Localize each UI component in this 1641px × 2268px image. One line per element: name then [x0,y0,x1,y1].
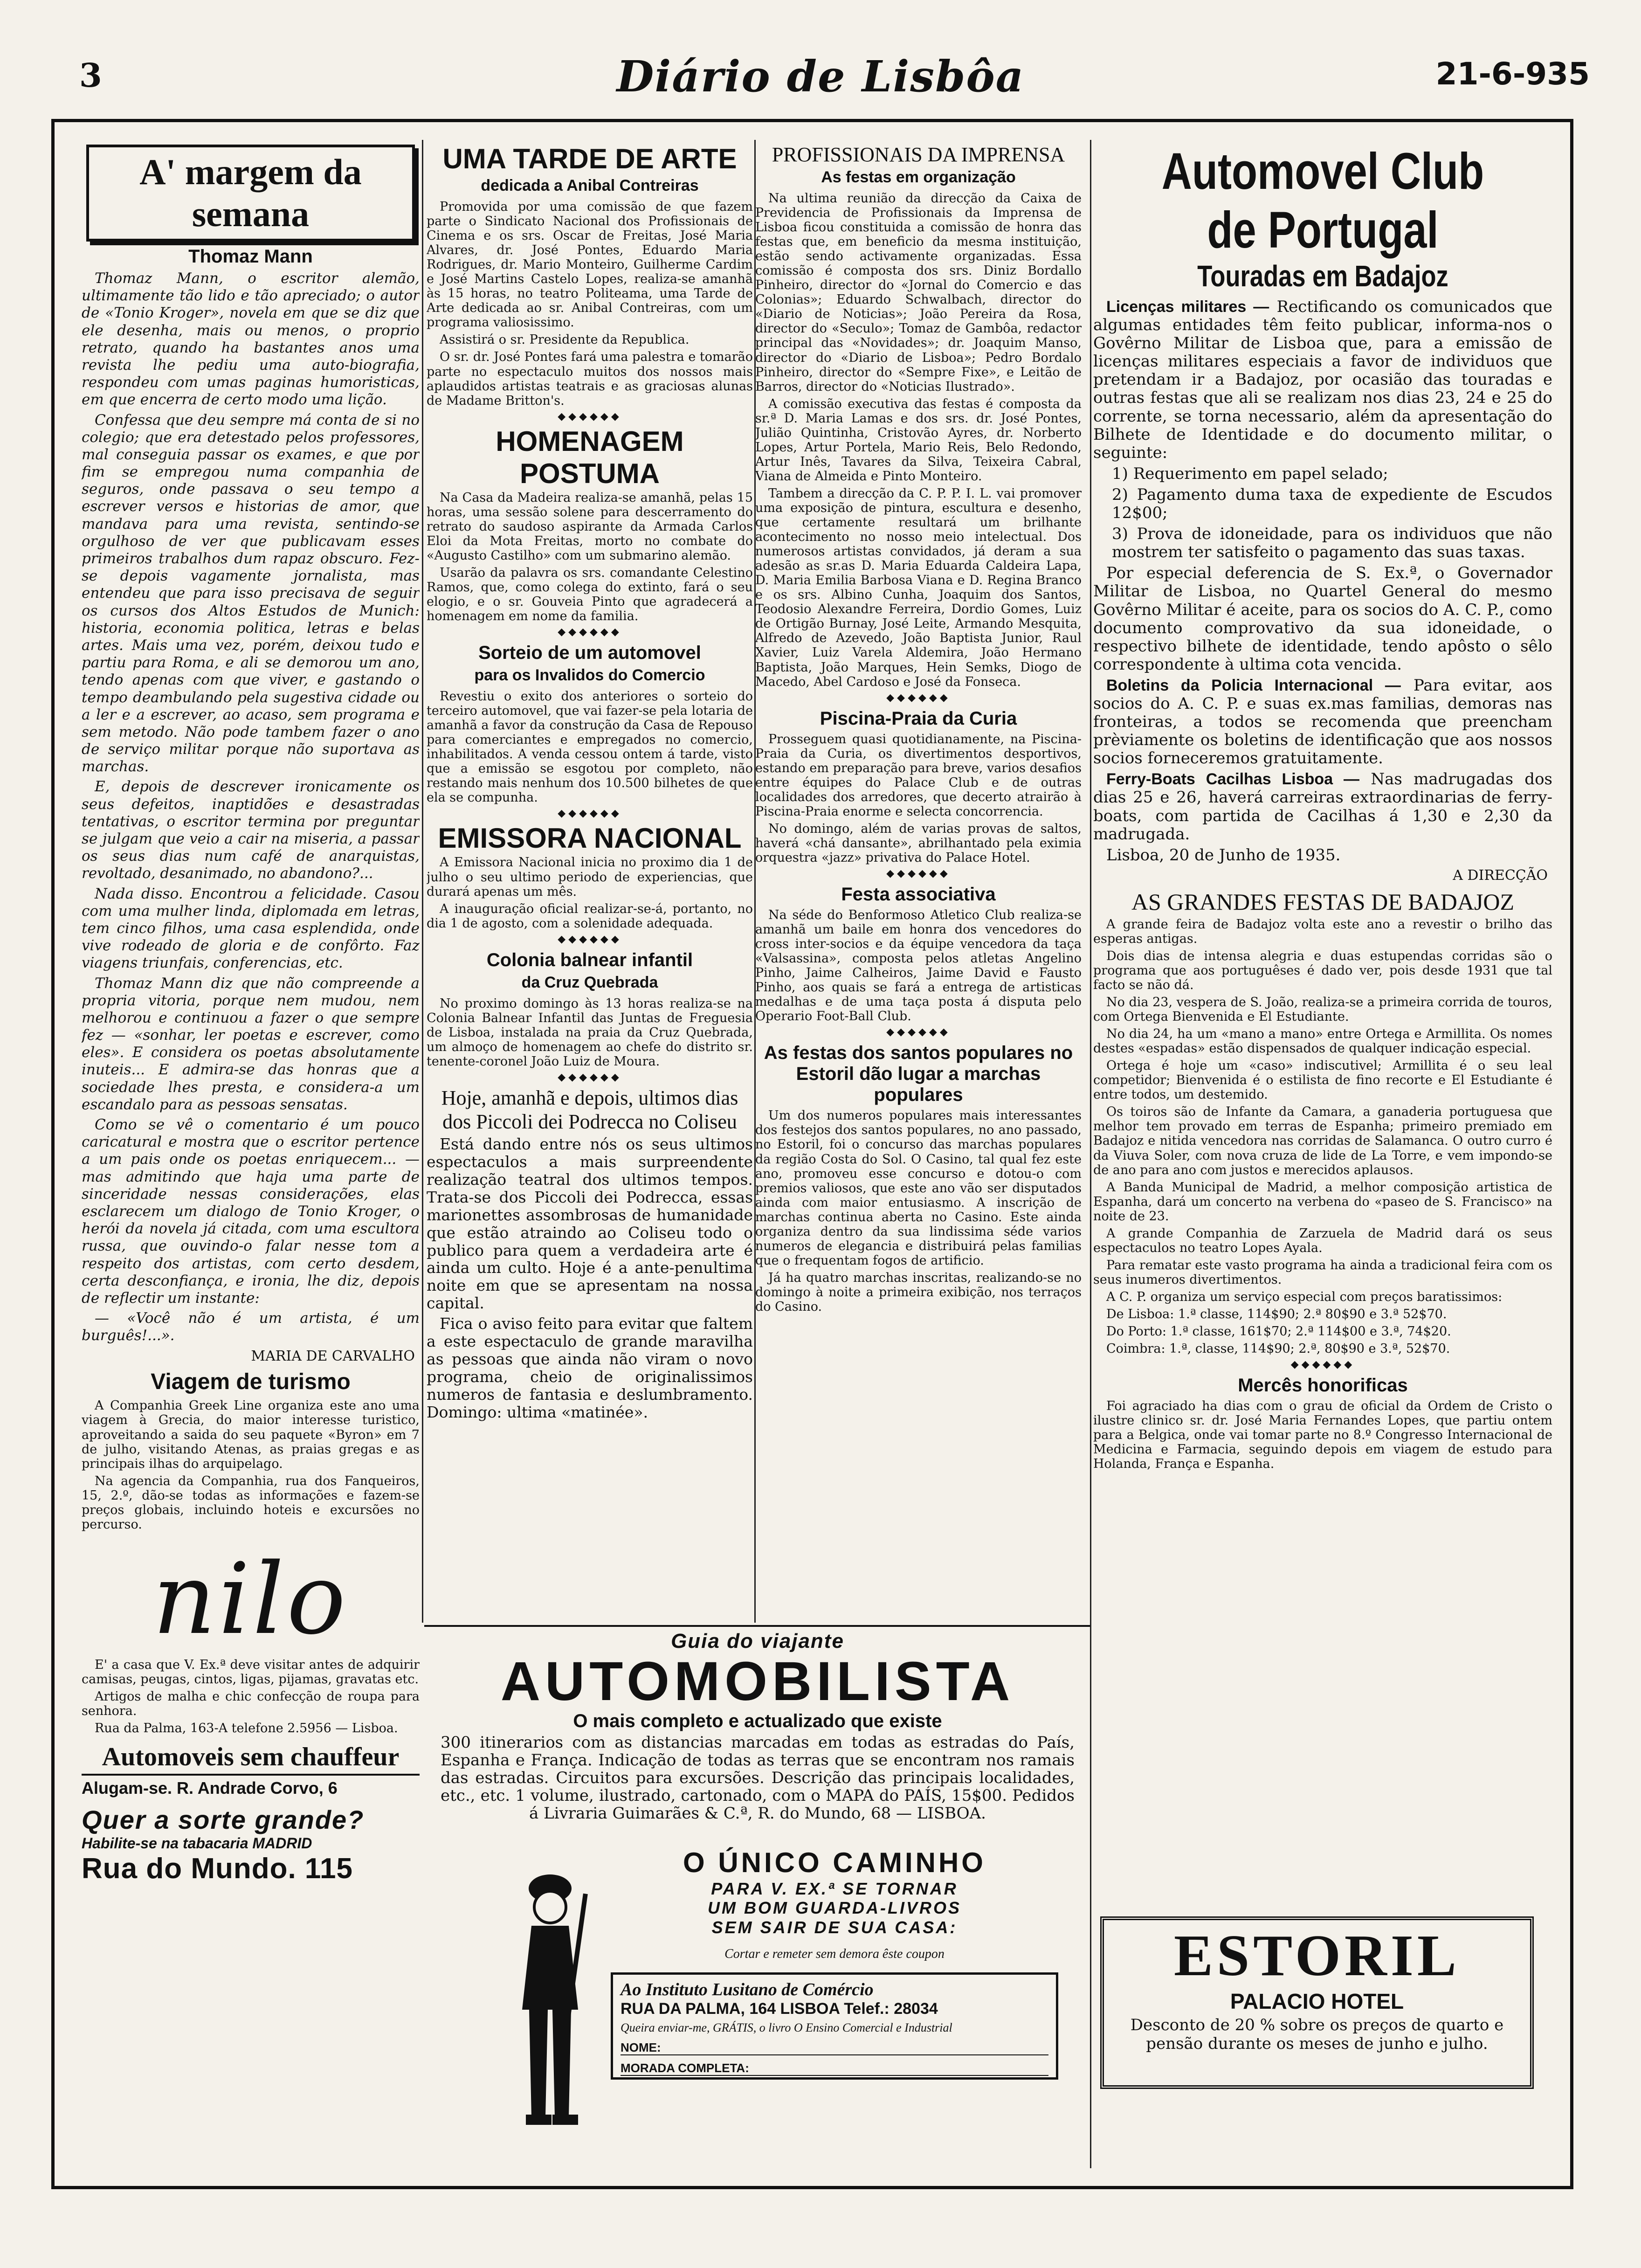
paragraph: A comissão executiva das festas é composta da sr.ª D. Maria Lamas e dos srs. dr. José Pontes, Julião Quintinha, Cristovão Ayres, dr. Norberto Lopes, Artur Portela, Mario Reis, Belo Redondo, Artur Inês, Tavares da Silva, Teixeira Cabral, Viana de Almeida e Pinto Monteiro. [755,396,1082,484]
paragraph: A grande feira de Badajoz volta este ano a revestir o brilho das esperas antigas. [1093,917,1552,946]
colonia-subtitle: da Cruz Quebrada [521,973,658,991]
ornament-divider: ◆◆◆◆◆◆ [558,808,622,820]
paragraph: Artigos de malha e chic confecção de roupa para senhora. [82,1689,420,1718]
automovel-club-title-1: Automovel Club [1161,143,1484,200]
guia-body: 300 itinerarios com as distancias marcadas em todas as estradas do País, Espanha e França. Indicação de todas as terras que se encontram nos ramais das estradas. Circuitos para excursões. Descrição das principais localidades, etc., etc. 1 volume, ilustrado, cartonado, com o MAPA do PAÍS, 15$00. Pedidos á Livraria Guimarães & C.ª, R. do Mundo, 68 — LISBOA. [441,1733,1075,1823]
subtitle-line: PARA V. EX.ª SE TORNAR [711,1879,958,1898]
issue-date: 21-6-935 [1435,56,1590,92]
requirements-list [1093,465,1552,561]
author-signature: MARIA DE CARVALHO [251,1348,415,1365]
price-line: De Lisboa: 1.ª classe, 114$90; 2.ª 80$90 e 3.ª 52$70. [1106,1307,1447,1321]
paragraph: Os toiros são de Infante da Camara, a ganaderia portuguesa que melhor tem provado em terras de Espanha; primeiro premiado em Badajoz e nitida vencedora nas corridas de Salamanca. O outro curro é da Viuva Soler, com nova cruza de lide de La Torre, e vem impondo-se de ano para ano com justos e merecidos aplausos. [1093,1105,1552,1177]
subtitle-line: SEM SAIR DE SUA CASA: [711,1917,958,1937]
paragraph: E' a casa que V. Ex.ª deve visitar antes de adquirir camisas, peugas, cintos, ligas, pijamas, gravatas etc. [82,1657,420,1687]
paragraph: Thomaz Mann diz que não compreende a propria vitoria, porque nem mudou, nem melhorou e continuou a fazer o que sempre fez — «sonhar, ler poetas e escrever, como eles». E considera os poetas absolutamente inuteis... E admira-se das honras que a sociedade lhes presta, e considera-a um escandalo para as pessoas sensatas. [82,975,420,1113]
sorte-ad-line3: Rua do Mundo. 115 [82,1853,353,1885]
paragraph: A grande Companhia de Zarzuela de Madrid dará os seus espectaculos no teatro Lopes Ayala. [1093,1226,1552,1255]
paragraph: — «Você não é um artista, é um burguês!...». [82,1310,420,1344]
coupon-addressee: Ao Instituto Lusitano de Comércio [621,1980,874,1999]
column-2 [427,140,753,1620]
paragraph: A Banda Municipal de Madrid, a melhor composição artistica de Espanha, dará um concerto na verbena do «paseo de S. Francisco» na noite de 23. [1093,1180,1552,1224]
column-1 [82,140,420,2182]
guia-line1: Guia do viajante [671,1630,844,1653]
sorte-ad-line2: Habilite-se na tabacaria MADRID [82,1835,312,1852]
paragraph: Fica o aviso feito para evitar que faltem a este espectaculo de grande maravilha as pessoas que ainda não viram o novo programa, cheio de originalissimos numeros de fantasia e deslumbramento. Domingo: ultima «matinée». [427,1314,753,1421]
coupon-name-field: NOME: [621,2040,1048,2055]
margem-heading: A' margem da semana [86,145,415,242]
notice-date: Lisboa, 20 de Junho de 1935. [1106,845,1341,864]
ornament-divider: ◆◆◆◆◆◆ [1290,1359,1355,1371]
soldier-illustration [503,1856,597,2145]
column-3 [755,140,1082,1620]
paragraph-text: Rectificando os comunicados que algumas entidades têm feito publicar, informa-nos o Govêrno Militar de Lisboa que, para a emissão de licenças militares especiais a favor de individuos que pretendam ir a Badajoz, por ocasião das touradas e outras festas que ali se realizam nos dias 23, 24 e 25 do corrente, se torna necessario, além da apresentação do Bilhete de Identidade e do documento militar, o seguinte: [1093,297,1552,462]
santos-title: As festas dos santos populares no Estoril dão lugar a marchas populares [764,1043,1073,1106]
lead-in: Licenças militares — [1106,298,1269,316]
thomaz-mann-article [82,270,420,1344]
paragraph-text: Para evitar, aos socios do A. C. P. e suas ex.mas familias, demoras nas fronteiras, a todos se recomenda que preencham prèviamente os boletins de identificação que aos nossos socios forneceremos gratuitamente. [1093,676,1552,768]
automoveis-ad-text: Alugam-se. R. Andrade Corvo, 6 [82,1778,338,1798]
paragraph: Assistirá o sr. Presidente da Republica. [440,332,689,347]
paragraph: A C. P. organiza um serviço especial com preços baratissimos: [1106,1289,1503,1304]
ornament-divider: ◆◆◆◆◆◆ [886,868,951,880]
unico-caminho-title: O ÚNICO CAMINHO [683,1847,986,1878]
paragraph: Thomaz Mann, o escritor alemão, ultimamente tão lido e tão apreciado; o autor de «Tonio Kroger», novela em que se diz que ele desenha, mais ou menos, o proprio retrato, quando ha bastantes anos uma revista lhe pediu uma auto-biografia, respondeu com umas paginas humoristicas, em que encerra de certo modo uma lição. [82,270,420,408]
tarde-arte-subtitle: dedicada a Anibal Contreiras [481,177,699,194]
ornament-divider: ◆◆◆◆◆◆ [886,1026,951,1038]
guia-line2: AUTOMOBILISTA [500,1651,1015,1712]
estoril-title: ESTORIL [1174,1923,1460,1988]
grandes-festas-title: AS GRANDES FESTAS DE BADAJOZ [1131,888,1515,915]
paragraph: Como se vê o comentario é um pouco caricatural e mostra que o escritor pertence a um pais onde os poetas enriquecem... — mas admitindo que haja uma parte de sinceridade nessas considerações, elas esclarecem um dialogo de Tonio Kroger, o herói da novela já citada, com uma escultora russa, que ouvindo-o falar nesse tom a respeito dos artistas, com certo desdem, certa desconfiança, e ironia, lhe diz, depois de reflectir um instante: [82,1116,420,1307]
newspaper-title: Diário de Lisbôa [616,51,1025,102]
profissionais-title: PROFISSIONAIS DA IMPRENSA [772,143,1065,166]
paragraph: Rua da Palma, 163-A telefone 2.5956 — Lisboa. [95,1721,398,1736]
paragraph: O sr. dr. José Pontes fará uma palestra e tomarão parte no espectaculo muitos dos nossos mais aplaudidos artistas teatrais e as graciosas alunas de Madame Britton's. [427,350,753,408]
paragraph-text: Nas madrugadas dos dias 25 e 26, haverá carreiras extraordinarias de ferry-boats, com partida de Cacilhas á 1,30 e 2,30 da madrugada. [1093,770,1552,844]
tarde-arte-title: UMA TARDE DE ARTE [442,143,737,174]
paragraph: Confessa que deu sempre má conta de si no colegio; que era detestado pelos professores, mal conseguia passar os exames, e que por fim se empregou numa companhia de seguros, onde passava o seu tempo a escrever versos e historias de amor, que mandava para uma revista, sentindo-se orgulhoso de ver que publicavam esses primeiros trabalhos dum rapaz obscuro. Fez-se depois vagamente jornalista, mas entendeu que para isso precisava de seguir os cursos dos Altos Estudos de Munich: historia, economia politica, letras e belas artes. Mais uma vez, porém, deixou tudo e partiu para Roma, e ali se demorou um ano, tendo apenas com que viver, e gastando o tempo deambulando pela sugestiva cidade ou a ler e a escrever, ao acaso, sem programa e sem metodo. Não pode tambem fazer o ano de serviço militar porque não suportava as marchas. [82,411,420,775]
coupon-form [611,1972,1058,2080]
paragraph-text: Por especial deferencia de S. Ex.ª, o Governador Militar de Lisboa, no Quartel General do mesmo Govêrno Militar é aceite, para os socios do A. C. P., como documento comprovativo da sua idoneidade, o respectivo bilhete de identidade, tendo apôsto o sêlo correspondente à ultima cota vencida. [1093,564,1552,674]
coupon-request: Queira enviar-me, GRÁTIS, o livro O Ensino Comercial e Industrial [621,2021,952,2034]
paragraph: No domingo, além de varias provas de saltos, haverá «chá dansante», abrilhantado pela eximia orquestra «jazz» privativa do Palace Hotel. [755,821,1082,865]
subtitle-line: UM BOM GUARDA-LIVROS [708,1898,961,1918]
unico-caminho-subtitle [606,1879,1063,1937]
paragraph: Um dos numeros populares mais interessantes dos festejos dos santos populares, no ano passado, no Estoril, foi o concurso das marchas populares da região Costa do Sol. O Casino, tal qual fez este ano, promoveu esse concurso e dotou-o com premios valiosos, que este ano vão ser disputados ainda com maior entusiasmo. A inscrição de marchas continua aberta no Casino. Este ainda organiza dentro da sua lindissima séde varios numeros de elegancia e distribuirá pelas familias que o frequentam fogos de artificio. [755,1108,1082,1268]
estoril-ad [1100,1916,1534,2089]
paragraph: Revestiu o exito dos anteriores o sorteio do terceiro automovel, que vai fazer-se pela lotaria de amanhã a favor da construção da Casa de Repouso para comerciantes e empregados no comercio, inhabilitados. A venda cessou ontem á tarde, visto que a emissão se esgotou por completo, não restando mais nenhum dos 10.500 bilhetes de que ela se compunha. [427,689,753,805]
ornament-divider: ◆◆◆◆◆◆ [886,691,951,704]
masthead [47,51,1594,112]
paragraph: Na séde do Benformoso Atletico Club realiza-se amanhã um baile em honra dos vencedores do cross inter-socios e da équipe vencedora da taça «Valsassina», composta pelos atletas Angelino Pinho, Jaime Calheiros, Jaime David e Fausto Pinho, aos quais se fará a entrega de artisticas medalhas e de uma taça posta á disputa pelo Operario Foot-Ball Club. [755,908,1082,1024]
merces-title: Mercês honorificas [1238,1375,1408,1396]
paragraph: Está dando entre nós os seus ultimos espectaculos a mais surpreendente realização teatral dos ultimos tempos. Trata-se dos Piccoli dei Podrecca, essas marionettes assombrosas de humanidade que estão atraindo ao Coliseu todo o publico para quem a verdadeira arte é ainda um culto. Hoje é a ante-penultima noite em que se apresentam na nossa capital. [427,1134,753,1313]
guia-line3: O mais completo e actualizado que existe [573,1710,942,1731]
estoril-text: Desconto de 20 % sobre os preços de quarto e pensão durante os meses de junho e julho. [1130,2015,1504,2054]
column-rule [1090,140,1091,2168]
ornament-divider: ◆◆◆◆◆◆ [558,1071,622,1083]
paragraph: Prosseguem quasi quotidianamente, na Piscina-Praia da Curia, os divertimentos desportivos, estando em preparação para breve, varios desafios entre équipes do Palace Club e de outras localidades dos arredores, que decerto atrairão à Piscina-Praia enorme e selecta concorrencia. [755,732,1082,819]
list-item: 3) Prova de idoneidade, para os individuos que não mostrem ter satisfeito o pagamento das suas taxas. [1112,525,1552,562]
emissora-title: EMISSORA NACIONAL [438,823,742,854]
nilo-logo: nilo [152,1542,349,1656]
boletins-paragraph [1093,677,1552,768]
column-rule [422,140,423,1623]
column-4 [1093,140,1552,1921]
paragraph: No dia 24, ha um «mano a mano» entre Ortega e Armillita. Os nomes destes «espadas» estão dispensados de qualquer indicação especial. [1093,1027,1552,1056]
page-number: 3 [79,56,102,95]
paragraph: Já ha quatro marchas inscritas, realizando-se no domingo à noite a primeira exibição, nos terraços do Casino. [755,1270,1082,1314]
paragraph: Usarão da palavra os srs. comandante Celestino Ramos, que, como colega do extinto, fará o seu elogio, e o sr. Gouveia Pinto que agradecerá a homenagem em nome da familia. [427,565,753,624]
paragraph: Para rematar este vasto programa ha ainda a tradicional feira com os seus inumeros divertimentos. [1093,1258,1552,1287]
paragraph: E, depois de descrever ironicamente os seus defeitos, inaptidões e desastradas tentativas, o escritor termina por preguntar se julgam que veio a cair na miseria, a passar os seus dias num café de anarquistas, revoltado, desanimado, no abandono?... [82,778,420,882]
coupon-address: RUA DA PALMA, 164 LISBOA Telef.: 28034 [621,2000,938,2018]
paragraph: A inauguração oficial realizar-se-á, portanto, no dia 1 de agosto, com a solenidade adequada. [427,901,753,931]
paragraph: No dia 23, vespera de S. João, realiza-se a primeira corrida de touros, com Ortega Bienvenida e El Estudiante. [1093,995,1552,1024]
paragraph: Tambem a direcção da C. P. P. I. L. vai promover uma exposição de pintura, escultura e desenho, que certamente resultará um brilhante acontecimento no nosso meio intelectual. Dos numerosos artistas convidados, já deram a sua adesão as sr.as D. Maria Eduarda Caldeira Lapa, D. Maria Emilia Barbosa Viana e D. Regina Branco e os srs. Albino Cunha, Joaquim dos Santos, Teodosio Alexandre Ferreira, Dordio Gomes, Luiz de Ortigão Burnay, José Leite, Armando Mesquita, Alfredo de Azevedo, João Baptista Junior, Raul Xavier, Luiz Varela Aldemira, João Hermano Baptista, João Marques, Hein Semks, Diogo de Macedo, Abel Cardoso e José da Fonseca. [755,486,1082,689]
sorteio-subtitle: para os Invalidos do Comercio [474,666,705,685]
section-rule [424,1625,1090,1627]
piccoli-title: Hoje, amanhã e depois, ultimos dias dos Piccoli dei Podrecca no Coliseu [441,1086,738,1133]
list-item: 1) Requerimento em papel selado; [1112,464,1388,483]
paragraph: No proximo domingo às 13 horas realiza-se na Colonia Balnear Infantil das Juntas de Freguesia de Lisboa, instalada na praia da Cruz Quebrada, um almoço de homenagem ao chefe do distrito sr. tenente-coronel João Luiz de Moura. [427,996,753,1069]
profissionais-subtitle: As festas em organização [821,168,1016,186]
paragraph: Ortega é hoje um «caso» indiscutivel; Armillita é o seu leal competidor; Bienvenida é o estilista de fino recorte e El Estudiante é entre todos, um destemido. [1093,1058,1552,1102]
paragraph: Promovida por uma comissão de que fazem parte o Sindicato Nacional dos Profissionais de Cinema e os srs. Oscar de Freitas, José Maria Alvares, dr. José Pontes, Eduardo Maria Rodrigues, dr. Mario Monteiro, Guilherme Cardim e José Martins Castelo Lopes, realiza-se amanhã às 15 horas, no teatro Politeama, uma Tarde de Arte dedicada ao sr. Anibal Contreiras, com um programa valiosissimo. [427,200,753,330]
paragraph: A Emissora Nacional inicia no proximo dia 1 de julho o seu ultimo periodo de experiencias, que durará apenas um mês. [427,855,753,899]
paragraph: Na ultima reunião da direcção da Caixa de Previdencia de Profissionais da Imprensa de Lisboa ficou constituida a comissão de honra das festas que, em beneficio da mesma instituição, estão sendo activamente organizadas. Essa comissão é composta dos srs. Diniz Bordallo Pinheiro, director do «Jornal do Comercio e das Colonias»; Eduardo Schwalbach, director do «Diario de Noticias»; João Pereira da Rosa, director do «Seculo»; Tomaz de Gambôa, redactor principal das «Novidades»; dr. Joaquim Manso, director do «Diario de Lisboa»; Pedro Bordalo Pinheiro, director do «Sempre Fixe», e Leitão de Barros, director do «Noticias Ilustrado». [755,191,1082,394]
price-line: Coimbra: 1.ª, classe, 114$90; 2.ª, 80$90 e 3.ª, 52$70. [1106,1341,1450,1356]
paragraph: Nada disso. Encontrou a felicidade. Casou com uma mulher linda, diplomada em letras, tem cinco filhos, uma casa esplendida, onde vive rodeado de gloria e de confôrto. Faz viagens triunfais, conferencias, etc. [82,885,420,972]
price-line: Do Porto: 1.ª classe, 161$70; 2.ª 114$00 e 3.ª, 74$20. [1106,1324,1451,1339]
festa-title: Festa associativa [841,884,996,905]
deferencia-paragraph [1093,564,1552,674]
ornament-divider: ◆◆◆◆◆◆ [558,933,622,945]
homenagem-title: HOMENAGEM POSTUMA [496,425,684,489]
direccao-signature: A DIRECÇÃO [1453,867,1548,884]
sorteio-title: Sorteio de um automovel [478,643,701,664]
sorte-ad-line1: Quer a sorte grande? [82,1805,365,1835]
instituto-ad [485,1846,1068,2154]
colonia-title: Colonia balnear infantil [486,949,693,970]
paragraph: A Companhia Greek Line organiza este ano uma viagem à Grecia, do maior interesse turistico, aproveitando a saida do seu paquete «Byron» em 7 de julho, visitando Atenas, as praias gregas e as principais ilhas do arquipelago. [82,1398,420,1471]
ornament-divider: ◆◆◆◆◆◆ [558,626,622,638]
paragraph: Foi agraciado ha dias com o grau de oficial da Ordem de Cristo o ilustre clinico sr. dr. José Maria Fernandes Lopes, que partiu ontem para a Belgica, onde vai tomar parte no 8.º Congresso Internacional de Medicina e Farmacia, seguindo depois em viagem de estudo para Holanda, França e Espanha. [1093,1399,1552,1472]
licencas-paragraph [1093,298,1552,462]
lead-in: Boletins da Policia Internacional — [1106,676,1401,694]
ornament-divider: ◆◆◆◆◆◆ [558,410,622,422]
viagem-title: Viagem de turismo [151,1369,351,1395]
paragraph: Dois dias de intensa alegria e duas estupendas corridas são o programa que aos portuguêses é dado ver, pois desde 1931 que tal facto se não dá. [1093,948,1552,992]
coupon-instruction: Cortar e remeter sem demora êste coupon [724,1947,945,1961]
ferry-paragraph [1093,770,1552,843]
thomaz-mann-title: Thomaz Mann [188,246,313,267]
guia-automobilista-ad [427,1630,1089,1823]
lead-in: Ferry-Boats Cacilhas Lisboa — [1106,770,1360,788]
automoveis-ad-title: Automoveis sem chauffeur [82,1742,420,1776]
list-item: 2) Pagamento duma taxa de expediente de Escudos 12$00; [1112,485,1552,523]
automovel-club-title-2: de Portugal [1207,201,1439,259]
paragraph: Na Casa da Madeira realiza-se amanhã, pelas 15 horas, uma sessão solene para descerramento do retrato do saudoso aspirante da Armada Carlos Eloi da Mota Freitas, morto no combate do «Augusto Castilho» com um submarino alemão. [427,490,753,563]
coupon-address-field: MORADA COMPLETA: [621,2061,1048,2076]
touradas-title: Touradas em Badajoz [1197,259,1448,293]
paragraph: Na agencia da Companhia, rua dos Fanqueiros, 15, 2.º, dão-se todas as informações e fazem-se preços globais, incluindo hoteis e excursões no percurso. [82,1473,420,1532]
piscina-title: Piscina-Praia da Curia [820,708,1017,729]
estoril-subtitle: PALACIO HOTEL [1230,1989,1404,2013]
